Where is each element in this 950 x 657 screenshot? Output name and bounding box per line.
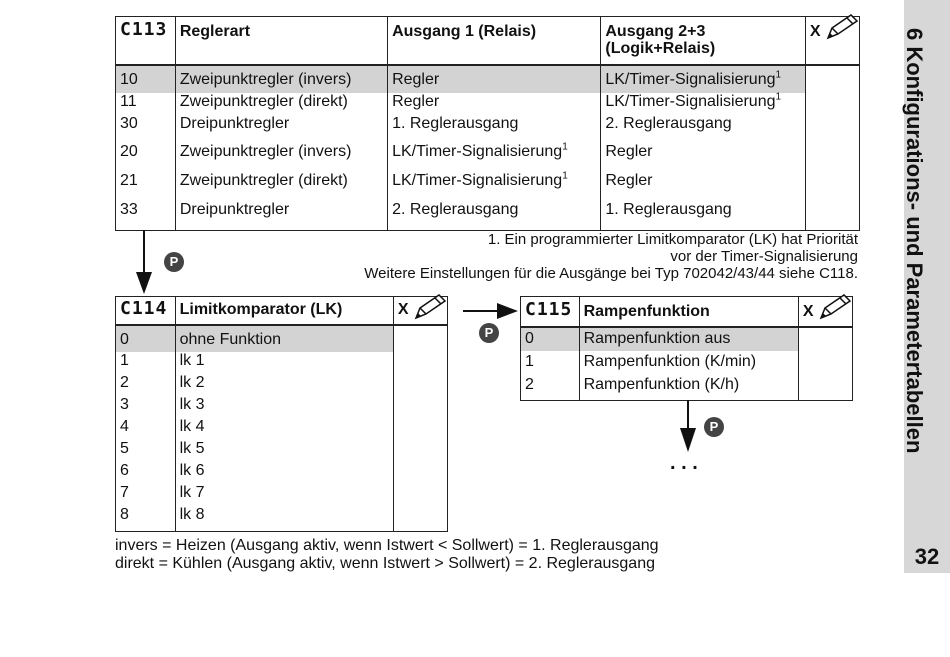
row-type: Dreipunktregler — [175, 115, 387, 143]
table-row — [116, 374, 448, 396]
table-row — [116, 115, 860, 143]
row-x — [805, 93, 859, 115]
c113-header-out2-line1: Ausgang 2+3 — [605, 23, 706, 40]
down-arrow-icon — [678, 400, 698, 454]
row-out1: 2. Reglerausgang — [388, 201, 601, 231]
c115-table — [520, 296, 853, 401]
row-code: 1 — [116, 352, 176, 374]
row-type: Dreipunktregler — [175, 201, 387, 231]
row-type: Zweipunktregler (direkt) — [175, 172, 387, 201]
row-out2: 1. Reglerausgang — [601, 201, 805, 231]
row-out2-text: LK/Timer-Signalisierung — [605, 70, 776, 88]
row-out2: Regler — [601, 172, 805, 201]
row-out1: Regler — [388, 65, 601, 93]
row-x — [393, 418, 447, 440]
right-arrow-icon — [463, 301, 519, 321]
row-label: lk 2 — [175, 374, 393, 396]
row-code: 11 — [116, 93, 176, 115]
c115-x-label: X — [802, 303, 814, 320]
c113-code: C113 — [116, 17, 176, 65]
row-label: lk 4 — [175, 418, 393, 440]
c115-header: Rampenfunktion — [579, 297, 798, 327]
pencil-icon — [825, 13, 859, 43]
table-row — [521, 351, 853, 374]
table-row — [116, 201, 860, 231]
c113-table — [115, 16, 860, 231]
row-out2 — [601, 65, 805, 93]
chapter-title: 6 Konfigurations- und Parametertabellen — [902, 28, 927, 454]
table-row — [116, 143, 860, 172]
row-code: 30 — [116, 115, 176, 143]
row-x — [798, 374, 852, 401]
row-label: lk 3 — [175, 396, 393, 418]
footnote-line-2: vor der Timer-Signalisierung — [670, 248, 858, 265]
c113-header-out2-line2: (Logik+Relais) — [605, 40, 716, 57]
row-out2-text: LK/Timer-Signalisierung — [605, 92, 776, 110]
footnote-1 — [364, 231, 858, 282]
c115-code: C115 — [521, 297, 580, 327]
footnote-line-1: 1. Ein programmierter Limitkomparator (LK) hat Priorität — [487, 231, 858, 248]
row-out1: 1. Reglerausgang — [388, 115, 601, 143]
row-code: 2 — [116, 374, 176, 396]
c113-x-header — [805, 17, 859, 65]
row-code: 1 — [521, 351, 580, 374]
row-label: Rampenfunktion aus — [579, 327, 798, 351]
p-key-icon: P — [479, 323, 499, 343]
row-label: Rampenfunktion (K/h) — [579, 374, 798, 401]
table-row — [116, 462, 448, 484]
row-type: Zweipunktregler (direkt) — [175, 93, 387, 115]
footnote-ref: 1 — [775, 69, 782, 81]
c113-header-out2 — [601, 17, 805, 65]
table-row — [116, 506, 448, 532]
row-code: 0 — [521, 327, 580, 351]
row-code: 10 — [116, 65, 176, 93]
c114-code: C114 — [116, 297, 176, 325]
row-code: 5 — [116, 440, 176, 462]
c113-x-label: X — [809, 23, 821, 40]
row-out1 — [388, 172, 601, 201]
footnote-ref: 1 — [562, 170, 568, 182]
footnote-line-3: Weitere Einstellungen für die Ausgänge bei Typ 702042/43/44 siehe C118. — [364, 265, 858, 282]
page-number: 32 — [914, 544, 940, 569]
legend-invers: invers = Heizen (Ausgang aktiv, wenn Istwert < Sollwert) = 1. Reglerausgang — [115, 537, 659, 554]
row-code: 3 — [116, 396, 176, 418]
row-x — [798, 327, 852, 351]
row-x — [393, 440, 447, 462]
pencil-icon — [413, 293, 447, 323]
row-out2 — [601, 93, 805, 115]
c113-header-out1: Ausgang 1 (Relais) — [388, 17, 601, 65]
row-x — [393, 506, 447, 532]
row-code: 7 — [116, 484, 176, 506]
c114-header: Limitkomparator (LK) — [175, 297, 393, 325]
row-type: Zweipunktregler (invers) — [175, 65, 387, 93]
table-row — [521, 327, 853, 351]
row-x — [393, 374, 447, 396]
row-code: 4 — [116, 418, 176, 440]
row-x — [798, 351, 852, 374]
row-code: 21 — [116, 172, 176, 201]
table-row — [116, 418, 448, 440]
row-x — [805, 201, 859, 231]
c114-x-header — [393, 297, 447, 325]
p-key-icon: P — [704, 417, 724, 437]
c114-table — [115, 296, 448, 532]
p-key-icon: P — [164, 252, 184, 272]
pencil-icon — [818, 293, 852, 323]
table-row — [116, 352, 448, 374]
row-out1: Regler — [388, 93, 601, 115]
footnote-ref: 1 — [562, 141, 568, 153]
table-row — [116, 484, 448, 506]
row-label: ohne Funktion — [175, 325, 393, 352]
down-arrow-icon — [134, 230, 154, 296]
table-row — [116, 325, 448, 352]
c115-x-header — [798, 297, 852, 327]
row-x — [805, 172, 859, 201]
row-type: Zweipunktregler (invers) — [175, 143, 387, 172]
row-x — [805, 143, 859, 172]
row-label: lk 5 — [175, 440, 393, 462]
table-row — [116, 65, 860, 93]
row-x — [393, 462, 447, 484]
table-row — [116, 396, 448, 418]
table-row — [521, 374, 853, 401]
row-out1-text: LK/Timer-Signalisierung — [392, 142, 563, 160]
row-out1-text: LK/Timer-Signalisierung — [392, 171, 563, 189]
row-label: lk 8 — [175, 506, 393, 532]
row-code: 33 — [116, 201, 176, 231]
row-code: 8 — [116, 506, 176, 532]
row-label: lk 6 — [175, 462, 393, 484]
table-row — [116, 93, 860, 115]
legend — [115, 537, 659, 573]
row-out2: 2. Reglerausgang — [601, 115, 805, 143]
row-x — [393, 484, 447, 506]
row-x — [805, 115, 859, 143]
table-row — [116, 440, 448, 462]
row-code: 0 — [116, 325, 176, 352]
row-label: Rampenfunktion (K/min) — [579, 351, 798, 374]
row-label: lk 7 — [175, 484, 393, 506]
row-code: 6 — [116, 462, 176, 484]
c114-x-label: X — [397, 301, 409, 318]
footnote-ref: 1 — [775, 91, 782, 103]
table-row — [116, 172, 860, 201]
row-x — [393, 325, 447, 352]
row-x — [805, 65, 859, 93]
row-x — [393, 352, 447, 374]
continuation-ellipsis: . . . — [670, 452, 698, 474]
row-label: lk 1 — [175, 352, 393, 374]
legend-direkt: direkt = Kühlen (Ausgang aktiv, wenn Istwert > Sollwert) = 2. Reglerausgang — [115, 555, 655, 572]
row-code: 2 — [521, 374, 580, 401]
row-code: 20 — [116, 143, 176, 172]
row-out1 — [388, 143, 601, 172]
c113-header-type: Reglerart — [175, 17, 387, 65]
row-out2: Regler — [601, 143, 805, 172]
row-x — [393, 396, 447, 418]
